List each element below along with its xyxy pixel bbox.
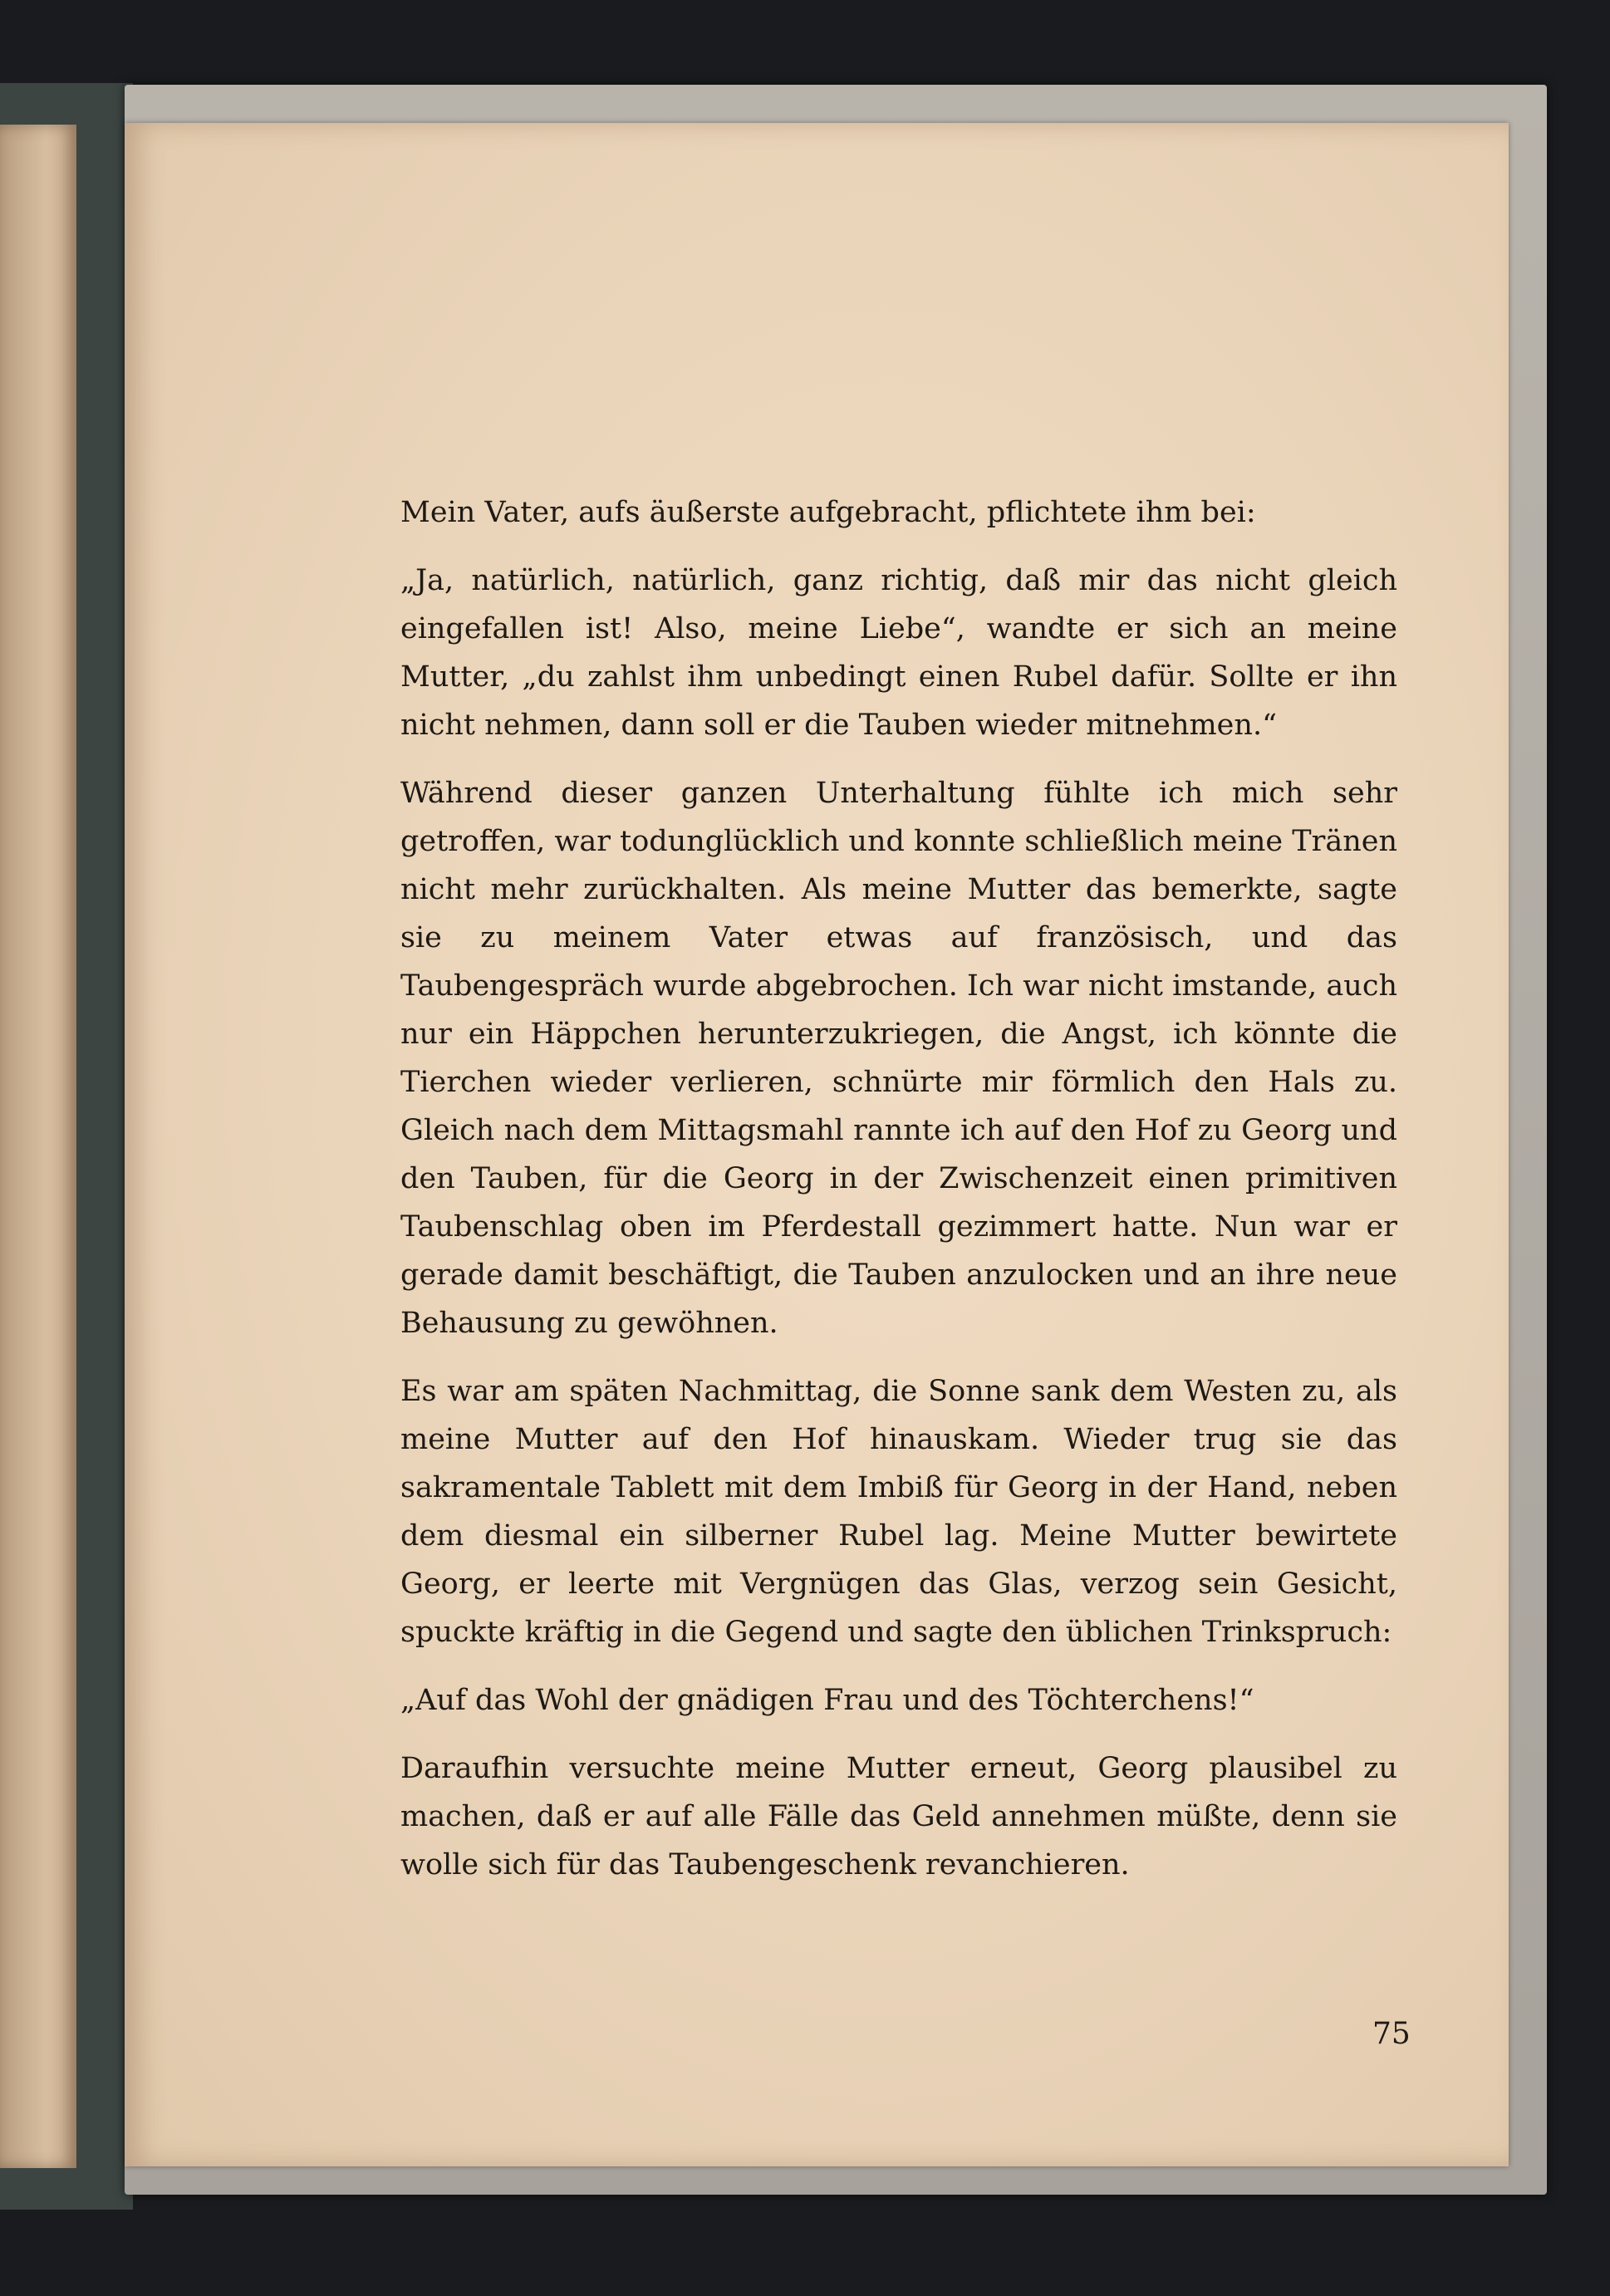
paragraph: Es war am späten Nachmittag, die Sonne sank dem Westen zu, als meine Mutter auf den Hof hinauskam. Wieder trug sie das sakramentale Tablett mit dem Imbiß für Georg in der Hand, neben dem diesmal ein silberner Rubel lag. Meine Mutter bewirtete Georg, er leerte mit Vergnügen das Glas, verzog sein Gesicht, spuckte kräftig in die Gegend und sagte den üblichen Trinkspruch: (400, 1375, 1397, 1649)
paragraph: Mein Vater, aufs äußerste aufgebracht, pflichtete ihm bei: (400, 496, 1256, 529)
left-page-edge (0, 125, 76, 2168)
body-text (400, 488, 1397, 1909)
paragraph: „Auf das Wohl der gnädigen Frau und des Töchterchens!“ (400, 1684, 1254, 1717)
paragraph: Daraufhin versuchte meine Mutter erneut, Georg plausibel zu machen, daß er auf alle Fälle das Geld annehmen müßte, denn sie wolle sich für das Taubengeschenk revanchieren. (400, 1752, 1397, 1881)
paragraph: Während dieser ganzen Unterhaltung fühlte ich mich sehr getroffen, war todunglücklich und konnte schließlich meine Tränen nicht mehr zurückhalten. Als meine Mutter das bemerkte, sagte sie zu meinem Vater etwas auf französisch, und das Taubengespräch wurde abgebrochen. Ich war nicht imstande, auch nur ein Häppchen herunterzukriegen, die Angst, ich könnte die Tierchen wieder verlieren, schnürte mir förmlich den Hals zu. Gleich nach dem Mittagsmahl rannte ich auf den Hof zu Georg und den Tauben, für die Georg in der Zwischenzeit einen primitiven Taubenschlag oben im Pferdestall gezimmert hatte. Nun war er gerade damit beschäftigt, die Tauben anzulocken und an ihre neue Behausung zu gewöhnen. (400, 777, 1397, 1340)
book-page (125, 123, 1509, 2166)
page-number: 75 (1372, 2017, 1411, 2051)
paragraph: „Ja, natürlich, natürlich, ganz richtig, daß mir das nicht gleich eingefallen ist! Also, meine Liebe“, wandte er sich an meine Mutter, „du zahlst ihm unbedingt einen Rubel dafür. Sollte er ihn nicht nehmen, dann soll er die Tauben wieder mitnehmen.“ (400, 564, 1397, 742)
